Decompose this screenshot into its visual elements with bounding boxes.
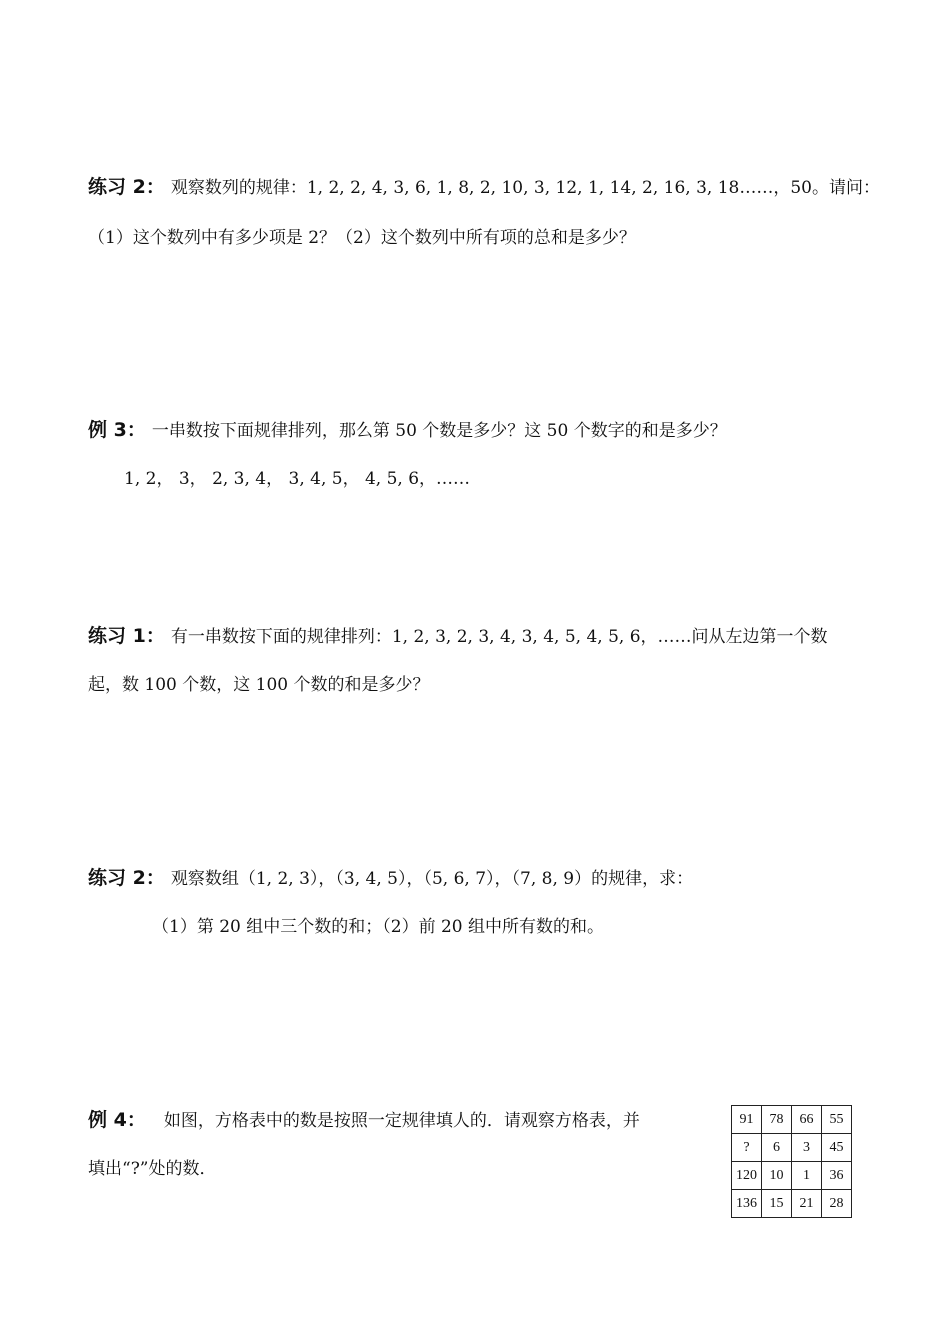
exercise-2a-line1 [88,175,880,200]
exercise-2b-line1 [88,866,693,891]
grid-cell: 45 [822,1134,852,1162]
example-4-text1: 如图，方格表中的数是按照一定规律填人的．请观察方格表，并 [163,1111,640,1131]
grid-cell: 136 [732,1190,762,1218]
exercise-1-label: 练习 1： [88,625,165,647]
exercise-2b-label: 练习 2： [88,867,165,889]
grid-row [732,1190,852,1218]
grid-row [732,1106,852,1134]
exercise-2a-text1: 观察数列的规律：1, 2, 2, 4, 3, 6, 1, 8, 2, 10, 3, 12, 1, 14, 2, 16, 3, 18……，50。请问： [170,178,880,198]
grid-cell: 66 [792,1106,822,1134]
grid-cell: 91 [732,1106,762,1134]
grid-cell: ? [732,1134,762,1162]
grid-cell: 3 [792,1134,822,1162]
grid-cell: 28 [822,1190,852,1218]
example-3-sequence: 1, 2， 3， 2, 3, 4， 3, 4, 5， 4, 5, 6，…… [124,469,471,489]
exercise-1-line1 [88,624,828,649]
example-4-line2: 填出“?”处的数． [88,1159,217,1179]
example-4-line1 [88,1108,640,1133]
grid-cell: 36 [822,1162,852,1190]
grid-row [732,1134,852,1162]
exercise-1-line2: 起，数 100 个数，这 100 个数的和是多少？ [88,675,430,695]
grid-cell: 78 [762,1106,792,1134]
example-3-text1: 一串数按下面规律排列，那么第 50 个数是多少？这 50 个数字的和是多少？ [151,421,727,441]
exercise-2a-line2: （1）这个数列中有多少项是 2？（2）这个数列中所有项的总和是多少？ [88,228,636,248]
example-3-label: 例 3： [88,419,146,441]
number-grid [731,1105,852,1218]
grid-cell: 55 [822,1106,852,1134]
grid-cell: 21 [792,1190,822,1218]
grid-row [732,1162,852,1190]
grid-cell: 10 [762,1162,792,1190]
grid-cell: 1 [792,1162,822,1190]
exercise-2b-text1: 观察数组（1, 2, 3），（3, 4, 5），（5, 6, 7），（7, 8, 9）的规律，求： [170,869,694,889]
example-4-label: 例 4： [88,1109,146,1131]
exercise-1-text1: 有一串数按下面的规律排列：1, 2, 3, 2, 3, 4, 3, 4, 5, 4, 5, 6，……问从左边第一个数 [170,627,828,647]
example-3-line1 [88,418,727,443]
grid-cell: 120 [732,1162,762,1190]
exercise-2a-label: 练习 2： [88,176,165,198]
exercise-2b-line2: （1）第 20 组中三个数的和；（2）前 20 组中所有数的和。 [152,917,605,937]
grid-cell: 15 [762,1190,792,1218]
grid-cell: 6 [762,1134,792,1162]
